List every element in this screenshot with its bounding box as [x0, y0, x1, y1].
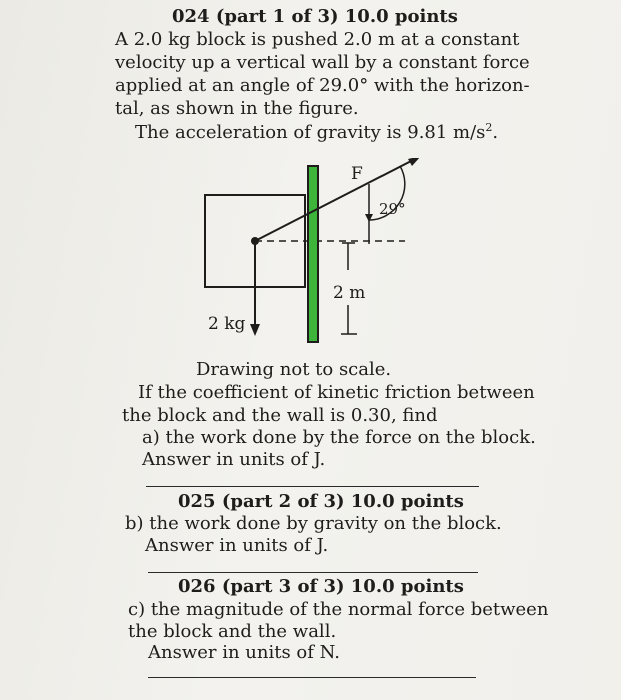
- gravity-arrowhead: [250, 324, 260, 336]
- q3-answer-units: Answer in units of N.: [148, 642, 340, 663]
- q2-part-b: b) the work done by gravity on the block.: [125, 513, 502, 534]
- q3-part-c-line-1: c) the magnitude of the normal force between: [128, 599, 549, 620]
- angle-label: 29°: [379, 200, 406, 218]
- q2-answer-line[interactable]: [148, 572, 478, 573]
- q1-answer-line[interactable]: [146, 486, 479, 487]
- q1-part-a: a) the work done by the force on the block.: [142, 427, 536, 448]
- physics-figure: [195, 158, 445, 348]
- q1-text-line-2: velocity up a vertical wall by a constant force: [115, 52, 530, 73]
- q2-answer-units: Answer in units of J.: [145, 535, 329, 556]
- q1-text-line-3: applied at an angle of 29.0° with the horizon-: [115, 75, 530, 96]
- force-label: F: [351, 164, 363, 184]
- q1-header: 024 (part 1 of 3) 10.0 points: [172, 6, 458, 27]
- q3-header: 026 (part 3 of 3) 10.0 points: [178, 576, 464, 597]
- gravity-statement: The acceleration of gravity is 9.81 $m/s^2$.: [135, 121, 499, 143]
- q3-answer-line[interactable]: [148, 677, 476, 678]
- drawing-note: Drawing not to scale.: [196, 359, 392, 380]
- q1-answer-units: Answer in units of J.: [142, 449, 326, 470]
- mass-label: 2 kg: [208, 314, 246, 334]
- q1-text-line-4: tal, as shown in the figure.: [115, 98, 359, 119]
- distance-label: 2 m: [333, 283, 366, 303]
- gravity-exponent: 2: [485, 121, 493, 134]
- application-point: [251, 237, 259, 245]
- q3-part-c-line-2: the block and the wall.: [128, 621, 337, 642]
- green-wall: [308, 166, 318, 342]
- q2-header: 025 (part 2 of 3) 10.0 points: [178, 491, 464, 512]
- friction-line-1: If the coefficient of kinetic friction between: [138, 382, 535, 403]
- q1-text-line-1: A 2.0 kg block is pushed 2.0 m at a constant: [115, 29, 520, 50]
- friction-line-2: the block and the wall is 0.30, find: [122, 405, 438, 426]
- angle-arc-arrowhead: [365, 214, 373, 222]
- force-arrowhead: [408, 158, 421, 166]
